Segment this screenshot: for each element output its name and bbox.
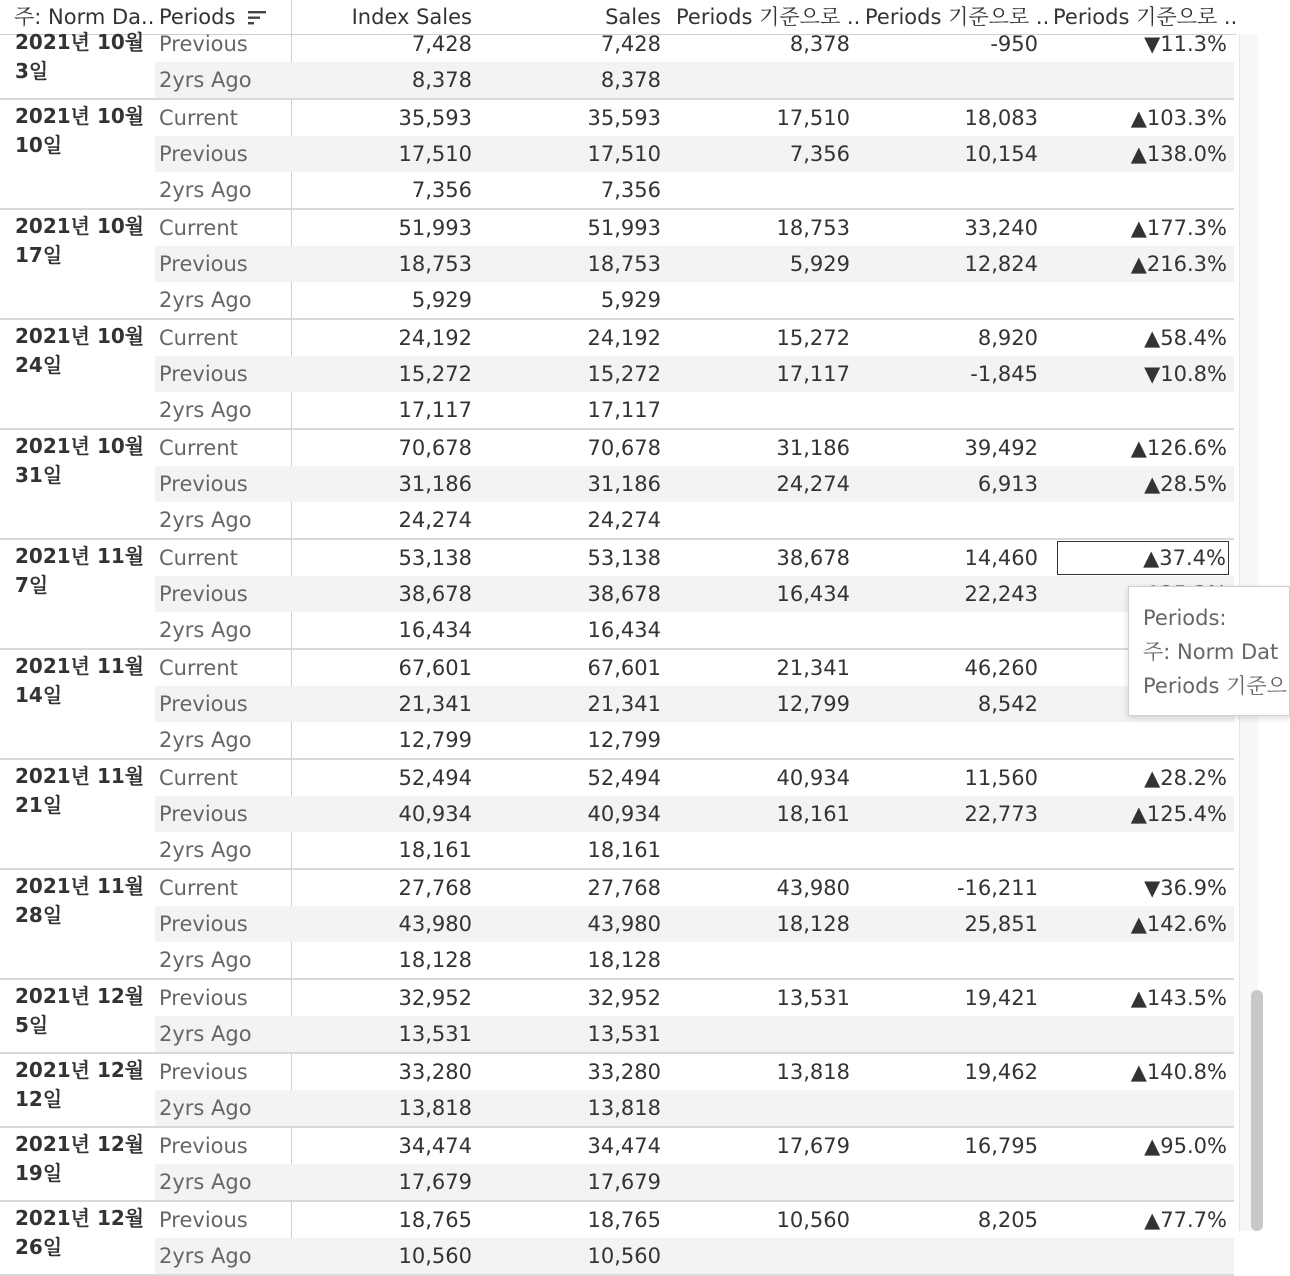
cell-periods-basis-1[interactable]: 17,510 (776, 106, 850, 130)
cell-periods-basis-3[interactable]: ▼36.9% (1144, 876, 1227, 900)
week-group (0, 980, 1234, 1054)
cell-periods-basis-2[interactable]: 33,240 (964, 216, 1038, 240)
table-row[interactable] (155, 1128, 1234, 1164)
cell-index-sales[interactable]: 10,560 (398, 1244, 472, 1268)
cell-sales[interactable]: 15,272 (587, 362, 661, 386)
week-date-line2: 7일 (15, 573, 49, 597)
table-row[interactable] (155, 760, 1234, 796)
cell-sales[interactable]: 51,993 (587, 216, 661, 240)
cell-index-sales[interactable]: 31,186 (398, 472, 472, 496)
cell-periods-basis-2[interactable]: 46,260 (964, 656, 1038, 680)
week-date-line1: 2021년 10월 (15, 324, 145, 348)
cell-index-sales[interactable]: 17,117 (398, 398, 472, 422)
period-label[interactable]: Previous (159, 802, 248, 826)
cell-index-sales[interactable]: 38,678 (398, 582, 472, 606)
period-label[interactable]: 2yrs Ago (159, 948, 252, 972)
period-label[interactable]: 2yrs Ago (159, 68, 252, 92)
cell-periods-basis-3[interactable]: ▲140.8% (1130, 1060, 1227, 1084)
table-row[interactable] (155, 210, 1234, 246)
cell-periods-basis-3[interactable]: ▲37.4% (1056, 540, 1230, 576)
cell-periods-basis-1[interactable]: 24,274 (776, 472, 850, 496)
cell-periods-basis-1[interactable]: 13,818 (776, 1060, 850, 1084)
week-group (0, 650, 1234, 760)
week-group (0, 760, 1234, 870)
table-row[interactable] (155, 686, 1234, 722)
table-body (0, 30, 1236, 1268)
period-label[interactable]: Current (159, 216, 238, 240)
period-label[interactable]: Previous (159, 1134, 248, 1158)
table-row[interactable] (155, 320, 1234, 356)
week-group (0, 26, 1234, 100)
cell-index-sales[interactable]: 35,593 (398, 106, 472, 130)
header-norm-date[interactable]: 주: Norm Da.. (14, 5, 155, 29)
cell-periods-basis-3[interactable]: ▲28.2% (1144, 766, 1227, 790)
week-date-line2: 10일 (15, 133, 63, 157)
table-row[interactable] (155, 796, 1234, 832)
week-date-line1: 2021년 11월 (15, 654, 145, 678)
cell-periods-basis-3[interactable]: ▲142.6% (1130, 912, 1227, 936)
week-date-label[interactable] (15, 1204, 145, 1262)
cell-periods-basis-3[interactable]: ▲58.4% (1144, 326, 1227, 350)
cell-periods-basis-2[interactable]: 39,492 (964, 436, 1038, 460)
cell-sales[interactable]: 7,356 (600, 178, 661, 202)
week-date-line2: 28일 (15, 903, 63, 927)
week-date-label[interactable] (15, 872, 145, 930)
week-date-line1: 2021년 10월 (15, 30, 145, 54)
week-date-line2: 3일 (15, 59, 49, 83)
table-row[interactable] (155, 1054, 1234, 1090)
cell-periods-basis-1[interactable]: 15,272 (776, 326, 850, 350)
cell-periods-basis-3[interactable]: ▲126.6% (1130, 436, 1227, 460)
cell-sales[interactable]: 17,510 (587, 142, 661, 166)
cell-sales[interactable]: 7,428 (600, 32, 661, 56)
week-date-line1: 2021년 10월 (15, 214, 145, 238)
tooltip-line-periods-basis: Periods 기준으 (1143, 674, 1287, 698)
cell-sales[interactable]: 13,531 (587, 1022, 661, 1046)
cell-periods-basis-3[interactable]: ▲143.5% (1130, 986, 1227, 1010)
period-label[interactable]: Previous (159, 142, 248, 166)
period-label[interactable]: 2yrs Ago (159, 1244, 252, 1268)
table-row[interactable] (155, 650, 1234, 686)
vertical-scrollbar-thumb[interactable] (1251, 990, 1263, 1231)
cell-periods-basis-2[interactable]: 10,154 (964, 142, 1038, 166)
hover-tooltip (1128, 586, 1290, 716)
cell-sales[interactable]: 53,138 (587, 546, 661, 570)
week-group (0, 1054, 1234, 1128)
week-date-label[interactable] (15, 762, 145, 820)
cell-sales[interactable]: 17,679 (587, 1170, 661, 1194)
cell-index-sales[interactable]: 24,192 (398, 326, 472, 350)
cell-sales[interactable]: 10,560 (587, 1244, 661, 1268)
cell-sales[interactable]: 35,593 (587, 106, 661, 130)
cell-periods-basis-1[interactable]: 21,341 (776, 656, 850, 680)
table-row[interactable] (155, 870, 1234, 906)
cell-periods-basis-3[interactable]: ▲28.5% (1144, 472, 1227, 496)
table-row[interactable] (155, 392, 1234, 428)
table-row[interactable] (155, 1164, 1234, 1200)
week-date-line2: 26일 (15, 1235, 63, 1259)
period-label[interactable]: 2yrs Ago (159, 288, 252, 312)
period-label[interactable]: 2yrs Ago (159, 728, 252, 752)
cell-sales[interactable]: 18,765 (587, 1208, 661, 1232)
cell-periods-basis-2[interactable]: 8,920 (977, 326, 1038, 350)
header-periods-basis-3[interactable]: Periods 기준으로 .. (1053, 5, 1238, 29)
table-row[interactable] (155, 1016, 1234, 1052)
week-group (0, 320, 1234, 430)
cell-periods-basis-1[interactable]: 16,434 (776, 582, 850, 606)
week-date-label[interactable] (15, 1130, 145, 1188)
cell-periods-basis-3[interactable]: ▲95.0% (1144, 1134, 1227, 1158)
cell-index-sales[interactable]: 24,274 (398, 508, 472, 532)
table-row[interactable] (155, 576, 1234, 612)
week-date-line1: 2021년 12월 (15, 1132, 145, 1156)
period-label[interactable]: Previous (159, 692, 248, 716)
cell-index-sales[interactable]: 34,474 (398, 1134, 472, 1158)
cell-sales[interactable]: 27,768 (587, 876, 661, 900)
period-label[interactable]: Previous (159, 362, 248, 386)
cell-index-sales[interactable]: 67,601 (398, 656, 472, 680)
period-label[interactable]: 2yrs Ago (159, 178, 252, 202)
cell-periods-basis-2[interactable]: 22,773 (964, 802, 1038, 826)
table-row[interactable] (155, 172, 1234, 208)
period-label[interactable]: Previous (159, 1208, 248, 1232)
cell-periods-basis-1[interactable]: 38,678 (776, 546, 850, 570)
cell-index-sales[interactable]: 7,356 (411, 178, 472, 202)
cell-periods-basis-3[interactable]: ▲77.7% (1144, 1208, 1227, 1232)
cell-index-sales[interactable]: 15,272 (398, 362, 472, 386)
week-group (0, 1128, 1234, 1202)
cell-periods-basis-3[interactable]: ▲103.3% (1130, 106, 1227, 130)
period-label[interactable]: Current (159, 546, 238, 570)
cell-periods-basis-2[interactable]: 16,795 (964, 1134, 1038, 1158)
cell-periods-basis-1[interactable]: 18,753 (776, 216, 850, 240)
table-row[interactable] (155, 502, 1234, 538)
period-label[interactable]: Previous (159, 912, 248, 936)
week-group (0, 1202, 1234, 1276)
cell-sales[interactable]: 24,274 (587, 508, 661, 532)
cell-sales[interactable]: 18,161 (587, 838, 661, 862)
week-date-line2: 14일 (15, 683, 63, 707)
header-periods-basis-2[interactable]: Periods 기준으로 .. (865, 5, 1050, 29)
sort-icon[interactable] (248, 10, 266, 26)
cell-sales[interactable]: 8,378 (600, 68, 661, 92)
period-label[interactable]: Previous (159, 472, 248, 496)
cell-periods-basis-1[interactable]: 18,161 (776, 802, 850, 826)
table-row[interactable] (155, 1238, 1234, 1274)
cell-periods-basis-3[interactable]: ▲138.0% (1130, 142, 1227, 166)
table-row[interactable] (155, 906, 1234, 942)
cell-index-sales[interactable]: 43,980 (398, 912, 472, 936)
cell-periods-basis-2[interactable]: 8,205 (977, 1208, 1038, 1232)
period-label[interactable]: 2yrs Ago (159, 618, 252, 642)
period-label[interactable]: 2yrs Ago (159, 838, 252, 862)
cell-periods-basis-2[interactable]: 22,243 (964, 582, 1038, 606)
cell-periods-basis-2[interactable]: 18,083 (964, 106, 1038, 130)
cell-index-sales[interactable]: 16,434 (398, 618, 472, 642)
cell-periods-basis-1[interactable]: 31,186 (776, 436, 850, 460)
week-date-label[interactable] (15, 542, 145, 600)
cell-periods-basis-1[interactable]: 12,799 (776, 692, 850, 716)
cell-periods-basis-2[interactable]: 19,421 (964, 986, 1038, 1010)
cell-periods-basis-2[interactable]: 19,462 (964, 1060, 1038, 1084)
cell-periods-basis-3[interactable]: ▲125.4% (1130, 802, 1227, 826)
cell-index-sales[interactable]: 33,280 (398, 1060, 472, 1084)
cell-periods-basis-1[interactable]: 17,117 (776, 362, 850, 386)
cell-periods-basis-3[interactable]: ▼11.3% (1144, 32, 1227, 56)
cell-index-sales[interactable]: 52,494 (398, 766, 472, 790)
cell-index-sales[interactable]: 17,510 (398, 142, 472, 166)
cell-periods-basis-2[interactable]: -950 (990, 32, 1038, 56)
cell-sales[interactable]: 32,952 (587, 986, 661, 1010)
period-label[interactable]: Previous (159, 252, 248, 276)
week-date-label[interactable] (15, 322, 145, 380)
cell-index-sales[interactable]: 18,161 (398, 838, 472, 862)
cell-periods-basis-2[interactable]: 25,851 (964, 912, 1038, 936)
week-date-line1: 2021년 11월 (15, 874, 145, 898)
period-label[interactable]: Current (159, 326, 238, 350)
cell-sales[interactable]: 70,678 (587, 436, 661, 460)
period-label[interactable]: Previous (159, 986, 248, 1010)
cell-sales[interactable]: 38,678 (587, 582, 661, 606)
period-label[interactable]: 2yrs Ago (159, 1170, 252, 1194)
week-date-line2: 21일 (15, 793, 63, 817)
cell-index-sales[interactable]: 32,952 (398, 986, 472, 1010)
week-date-label[interactable] (15, 432, 145, 490)
cell-index-sales[interactable]: 21,341 (398, 692, 472, 716)
week-date-line2: 24일 (15, 353, 63, 377)
cell-index-sales[interactable]: 5,929 (411, 288, 472, 312)
cell-periods-basis-1[interactable]: 17,679 (776, 1134, 850, 1158)
week-date-line1: 2021년 12월 (15, 1058, 145, 1082)
cell-sales[interactable]: 33,280 (587, 1060, 661, 1084)
cell-periods-basis-2[interactable]: -1,845 (970, 362, 1038, 386)
table-row[interactable] (155, 942, 1234, 978)
header-periods-basis-1[interactable]: Periods 기준으로 .. (676, 5, 861, 29)
table-row[interactable] (155, 540, 1234, 576)
cell-index-sales[interactable]: 27,768 (398, 876, 472, 900)
cell-periods-basis-1[interactable]: 7,356 (789, 142, 850, 166)
week-group (0, 430, 1234, 540)
cell-sales[interactable]: 16,434 (587, 618, 661, 642)
period-label[interactable]: Current (159, 656, 238, 680)
cell-index-sales[interactable]: 51,993 (398, 216, 472, 240)
cell-periods-basis-2[interactable]: 14,460 (964, 546, 1038, 570)
cell-index-sales[interactable]: 8,378 (411, 68, 472, 92)
week-date-line1: 2021년 10월 (15, 434, 145, 458)
week-group (0, 100, 1234, 210)
week-date-line1: 2021년 11월 (15, 544, 145, 568)
cell-periods-basis-1[interactable]: 8,378 (789, 32, 850, 56)
cell-index-sales[interactable]: 18,753 (398, 252, 472, 276)
week-date-line1: 2021년 12월 (15, 1206, 145, 1230)
week-date-label[interactable] (15, 982, 145, 1040)
table-row[interactable] (155, 356, 1234, 392)
period-label[interactable]: Current (159, 106, 238, 130)
week-date-line2: 12일 (15, 1087, 63, 1111)
cell-index-sales[interactable]: 13,531 (398, 1022, 472, 1046)
cell-periods-basis-2[interactable]: 12,824 (964, 252, 1038, 276)
cell-index-sales[interactable]: 7,428 (411, 32, 472, 56)
cell-periods-basis-1[interactable]: 18,128 (776, 912, 850, 936)
cell-index-sales[interactable]: 17,679 (398, 1170, 472, 1194)
table-row[interactable] (155, 980, 1234, 1016)
cell-sales[interactable]: 17,117 (587, 398, 661, 422)
table-row[interactable] (155, 466, 1234, 502)
period-label[interactable]: Current (159, 436, 238, 460)
table-row[interactable] (155, 612, 1234, 648)
table-row[interactable] (155, 282, 1234, 318)
cell-index-sales[interactable]: 12,799 (398, 728, 472, 752)
period-label[interactable]: Current (159, 766, 238, 790)
cell-sales[interactable]: 34,474 (587, 1134, 661, 1158)
week-date-line2: 19일 (15, 1161, 63, 1185)
tooltip-line-norm-date: 주: Norm Dat (1143, 640, 1279, 664)
week-date-line2: 31일 (15, 463, 63, 487)
week-date-label[interactable] (15, 28, 145, 86)
header-index-sales[interactable]: Index Sales (351, 5, 472, 29)
cell-periods-basis-1[interactable]: 43,980 (776, 876, 850, 900)
week-date-label[interactable] (15, 1056, 145, 1114)
cell-sales[interactable]: 21,341 (587, 692, 661, 716)
header-periods-label: Periods (159, 5, 236, 29)
week-group (0, 210, 1234, 320)
cell-sales[interactable]: 5,929 (600, 288, 661, 312)
cell-periods-basis-1[interactable]: 5,929 (789, 252, 850, 276)
period-label[interactable]: Previous (159, 32, 248, 56)
week-date-line1: 2021년 12월 (15, 984, 145, 1008)
period-label[interactable]: Current (159, 876, 238, 900)
cell-periods-basis-1[interactable]: 40,934 (776, 766, 850, 790)
table-row[interactable] (155, 26, 1234, 62)
week-date-label[interactable] (15, 212, 145, 270)
week-date-line2: 17일 (15, 243, 63, 267)
cell-index-sales[interactable]: 13,818 (398, 1096, 472, 1120)
cell-periods-basis-1[interactable]: 13,531 (776, 986, 850, 1010)
cell-periods-basis-2[interactable]: 6,913 (977, 472, 1038, 496)
table-row[interactable] (155, 430, 1234, 466)
cell-sales[interactable]: 12,799 (587, 728, 661, 752)
tooltip-line-periods: Periods: (1143, 606, 1227, 630)
cell-periods-basis-2[interactable]: 8,542 (977, 692, 1038, 716)
table-row[interactable] (155, 246, 1234, 282)
period-label[interactable]: 2yrs Ago (159, 1096, 252, 1120)
table-row[interactable] (155, 1090, 1234, 1126)
table-row[interactable] (155, 722, 1234, 758)
table-row[interactable] (155, 136, 1234, 172)
cell-index-sales[interactable]: 53,138 (398, 546, 472, 570)
cell-index-sales[interactable]: 18,128 (398, 948, 472, 972)
week-group (0, 540, 1234, 650)
cell-periods-basis-2[interactable]: 11,560 (964, 766, 1038, 790)
table-row[interactable] (155, 100, 1234, 136)
cell-periods-basis-2[interactable]: -16,211 (956, 876, 1038, 900)
cell-sales[interactable]: 31,186 (587, 472, 661, 496)
cell-sales[interactable]: 24,192 (587, 326, 661, 350)
cell-sales[interactable]: 52,494 (587, 766, 661, 790)
cell-sales[interactable]: 67,601 (587, 656, 661, 680)
table-row[interactable] (155, 1202, 1234, 1238)
cell-sales[interactable]: 43,980 (587, 912, 661, 936)
cell-sales[interactable]: 13,818 (587, 1096, 661, 1120)
week-date-label[interactable] (15, 102, 145, 160)
cell-periods-basis-3[interactable]: ▼10.8% (1144, 362, 1227, 386)
cell-periods-basis-3[interactable]: ▲177.3% (1130, 216, 1227, 240)
cell-periods-basis-1[interactable]: 10,560 (776, 1208, 850, 1232)
cell-sales[interactable]: 18,128 (587, 948, 661, 972)
cell-index-sales[interactable]: 70,678 (398, 436, 472, 460)
cell-periods-basis-3[interactable]: ▲216.3% (1130, 252, 1227, 276)
table-row[interactable] (155, 62, 1234, 98)
period-label[interactable]: 2yrs Ago (159, 508, 252, 532)
cell-sales[interactable]: 18,753 (587, 252, 661, 276)
week-date-line1: 2021년 11월 (15, 764, 145, 788)
period-label[interactable]: Previous (159, 582, 248, 606)
period-label[interactable]: 2yrs Ago (159, 1022, 252, 1046)
week-date-label[interactable] (15, 652, 145, 710)
cell-index-sales[interactable]: 18,765 (398, 1208, 472, 1232)
header-sales[interactable]: Sales (605, 5, 661, 29)
table-row[interactable] (155, 832, 1234, 868)
week-date-line2: 5일 (15, 1013, 49, 1037)
period-label[interactable]: Previous (159, 1060, 248, 1084)
cell-index-sales[interactable]: 40,934 (398, 802, 472, 826)
period-label[interactable]: 2yrs Ago (159, 398, 252, 422)
week-date-line1: 2021년 10월 (15, 104, 145, 128)
cell-sales[interactable]: 40,934 (587, 802, 661, 826)
week-group (0, 870, 1234, 980)
